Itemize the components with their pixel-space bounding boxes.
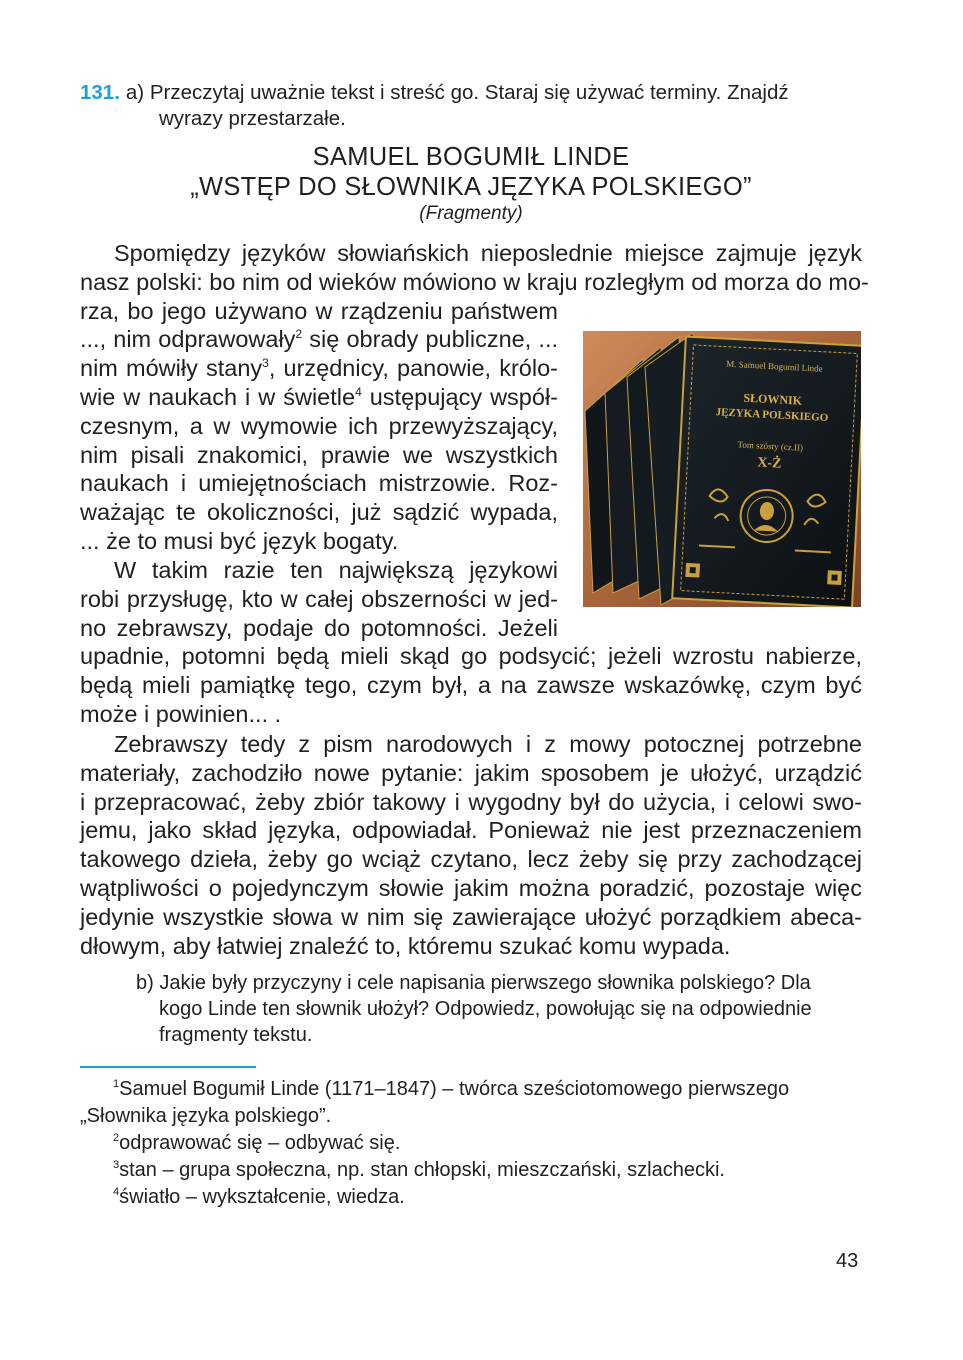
exercise-number: 131. [80, 81, 120, 104]
task-b-line2: kogo Linde ten słownik ułożył? Odpowiedz, powołując się na odpowiednie [159, 998, 812, 1020]
heading-title: „WSTĘP DO SŁOWNIKA JĘZYKA POLSKIEGO” [190, 173, 752, 201]
task-a-line2: wyrazy przestarzałe. [159, 107, 346, 130]
text-line: dłowym, aby łatwiej znaleźć to, któremu szukać komu wypada. [80, 932, 731, 959]
dictionary-photo [583, 331, 861, 607]
text-line: no zebrawszy, podaje do potomności. Jeżeli [80, 614, 558, 641]
text-line: materiały, zachodziło nowe pytanie: jakim sposobem je ułożyć, urządzić [80, 759, 862, 786]
text-line: jedynie wszystkie słowa w nim się zawierające ułożyć porządkiem abeca- [80, 903, 862, 930]
footnotes [80, 1076, 862, 1211]
text-line: ważając te okoliczności, już sądzić wypada, [80, 499, 558, 526]
text-line: nim mówiły stany$^3$, urzędnicy, panowie, królo- [80, 355, 558, 382]
heading-subtitle: (Fragmenty) [419, 203, 523, 224]
text-line: rza, bo jego używano w rządzeniu państwem [80, 297, 558, 324]
text-line: naukach i umiejętnościach mistrzowie. Roz- [80, 470, 558, 497]
task-a [80, 80, 862, 132]
footnote-divider [80, 1066, 256, 1068]
text-line: upadnie, potomni będą mieli skąd go podsycić; jeżeli wzrostu nabierze, [80, 643, 862, 670]
cover-author-text: M. Samuel Bogumil Linde [726, 358, 823, 374]
task-a-line1: a) Przeczytaj uważnie tekst i streść go. Staraj się używać terminy. Znajdź [125, 81, 789, 104]
text-line: i przepracować, żeby zbiór takowy i wygodny był do użycia, i celowi swo- [80, 788, 862, 815]
cover-title-2-text: JĘZYKA POLSKIEGO [715, 406, 829, 425]
footnote-mark: 4 [355, 384, 362, 399]
text-line: nasz polski: bo nim od wieków mówiono w kraju rozległym od morza do mo- [80, 268, 869, 295]
footnote-3: $^3$stan – grupa społeczna, np. stan chłopski, mieszczański, szlachecki. [113, 1159, 725, 1181]
text-line: W takim razie ten największą językowi [114, 557, 558, 583]
footnote-2: $^2$odprawować się – odbywać się. [113, 1132, 401, 1154]
footnote-mark: 2 [295, 327, 303, 342]
footnote-mark: 3 [262, 356, 269, 371]
text-line: Zebrawszy tedy z pism narodowych i z mowy potocznej potrzebne [114, 731, 862, 757]
task-b-line1: b) Jakie były przyczyny i cele napisania pierwszego słownika polskiego? Dla [136, 972, 811, 994]
text-line: robi przysługę, kto w całej obszerności w jed- [80, 585, 558, 612]
page-number: 43 [836, 1250, 859, 1272]
front-book [672, 337, 861, 607]
task-b [136, 970, 866, 1048]
footnote-4: $^4$światło – wykształcenie, wiedza. [113, 1186, 405, 1208]
footnote-1: $^1$Samuel Bogumił Linde (1171–1847) – twórca sześciotomowego pierwszego [113, 1078, 790, 1100]
text-line: takowego dzieła, żeby go wciąż czytano, lecz żeby się przy zachodzącej [80, 846, 862, 873]
text-line: ..., nim odprawowały$^2$ się obrady publiczne, ... [80, 326, 559, 353]
task-b-line3: fragmenty tekstu. [159, 1024, 313, 1046]
text-line: jemu, jako skład języka, odpowiadał. Ponieważ nie jest przeznaczeniem [80, 817, 862, 844]
text-line: wątpliwości o pojedynczym słowie jakim można poradzić, pozostaje więc [80, 874, 862, 901]
text-line: nim pisali znakomici, prawie we wszystkich [80, 441, 558, 468]
text-line: będą mieli pamiątkę tego, czym był, a na zawsze wskazówkę, czym być [80, 672, 862, 699]
heading-author: SAMUEL BOGUMIŁ LINDE [312, 143, 630, 171]
cover-title-1-text: SŁOWNIK [743, 390, 803, 408]
cover-letters-text: X-Ż [756, 455, 782, 472]
text-line: czesnym, a w wymowie ich przewyższający, [80, 412, 558, 439]
text-line: ... że to musi być język bogaty. [80, 527, 399, 554]
cover-volume-text: Tom szósty (cz.II) [737, 439, 804, 453]
text-line: wie w naukach i w świetle$^4$ ustępujący współ- [80, 383, 558, 410]
text-line: może i powinien... . [80, 700, 282, 727]
text-line: Spomiędzy języków słowiańskich nieposlednie miejsce zajmuje język [114, 240, 862, 266]
paragraph-3 [80, 730, 862, 960]
footnote-1-cont: „Słownika języka polskiego”. [80, 1105, 332, 1127]
text-heading [80, 142, 862, 226]
